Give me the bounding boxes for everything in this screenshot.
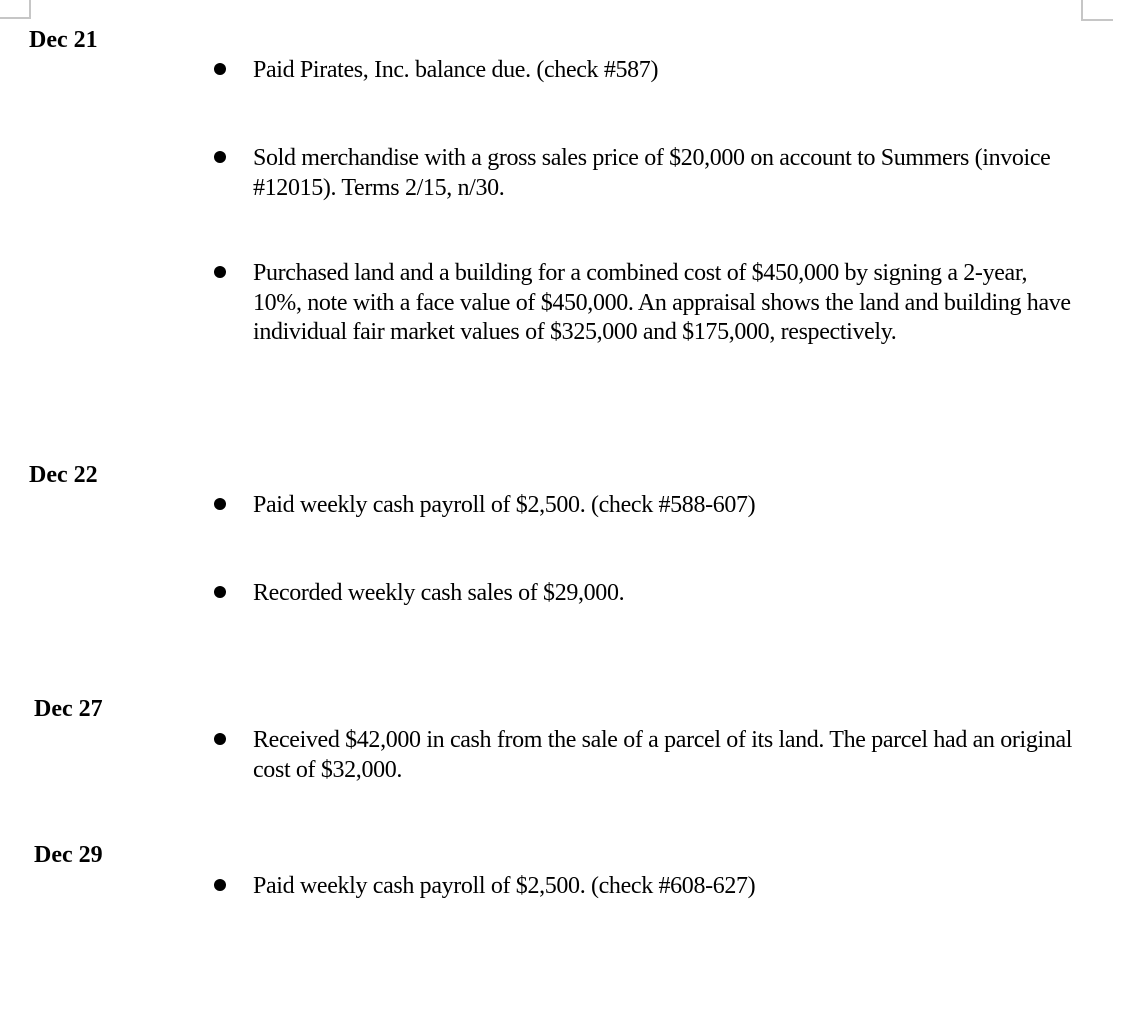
entry-text: Paid Pirates, Inc. balance due. (check #587) — [253, 57, 659, 83]
entry-text: Paid weekly cash payroll of $2,500. (check #588-607) — [253, 492, 756, 518]
bullet-icon — [214, 733, 226, 745]
entry-text: Sold merchandise with a gross sales price of $20,000 on account to Summers (invoice #12015). Terms 2/15, n/30. — [253, 145, 1051, 201]
list-item — [214, 579, 1074, 609]
list-item — [214, 259, 1074, 348]
bullet-icon — [214, 266, 226, 278]
date-label-dec-22: Dec 22 — [29, 462, 98, 488]
entry-text: Recorded weekly cash sales of $29,000. — [253, 580, 625, 606]
page-corner-mark-right — [1081, 0, 1113, 21]
bullet-icon — [214, 879, 226, 891]
entry-text: Received $42,000 in cash from the sale of a parcel of its land. The parcel had an original cost of $32,000. — [253, 727, 1073, 783]
page-corner-mark-left — [0, 0, 31, 19]
entry-text: Purchased land and a building for a combined cost of $450,000 by signing a 2-year, 10%, note with a face value of $450,000. An appraisal shows the land and building have individual fair market values of $325,000 and $175,000, respectively. — [253, 260, 1071, 345]
bullet-icon — [214, 498, 226, 510]
entry-text: Paid weekly cash payroll of $2,500. (check #608-627) — [253, 873, 756, 899]
bullet-icon — [214, 586, 226, 598]
list-item — [214, 872, 1074, 902]
list-item — [214, 491, 1074, 521]
date-label-dec-29: Dec 29 — [34, 842, 103, 868]
list-item — [214, 726, 1074, 785]
date-label-dec-21: Dec 21 — [29, 27, 98, 53]
bullet-icon — [214, 63, 226, 75]
list-item — [214, 56, 1074, 86]
bullet-icon — [214, 151, 226, 163]
date-label-dec-27: Dec 27 — [34, 696, 103, 722]
list-item — [214, 144, 1074, 203]
